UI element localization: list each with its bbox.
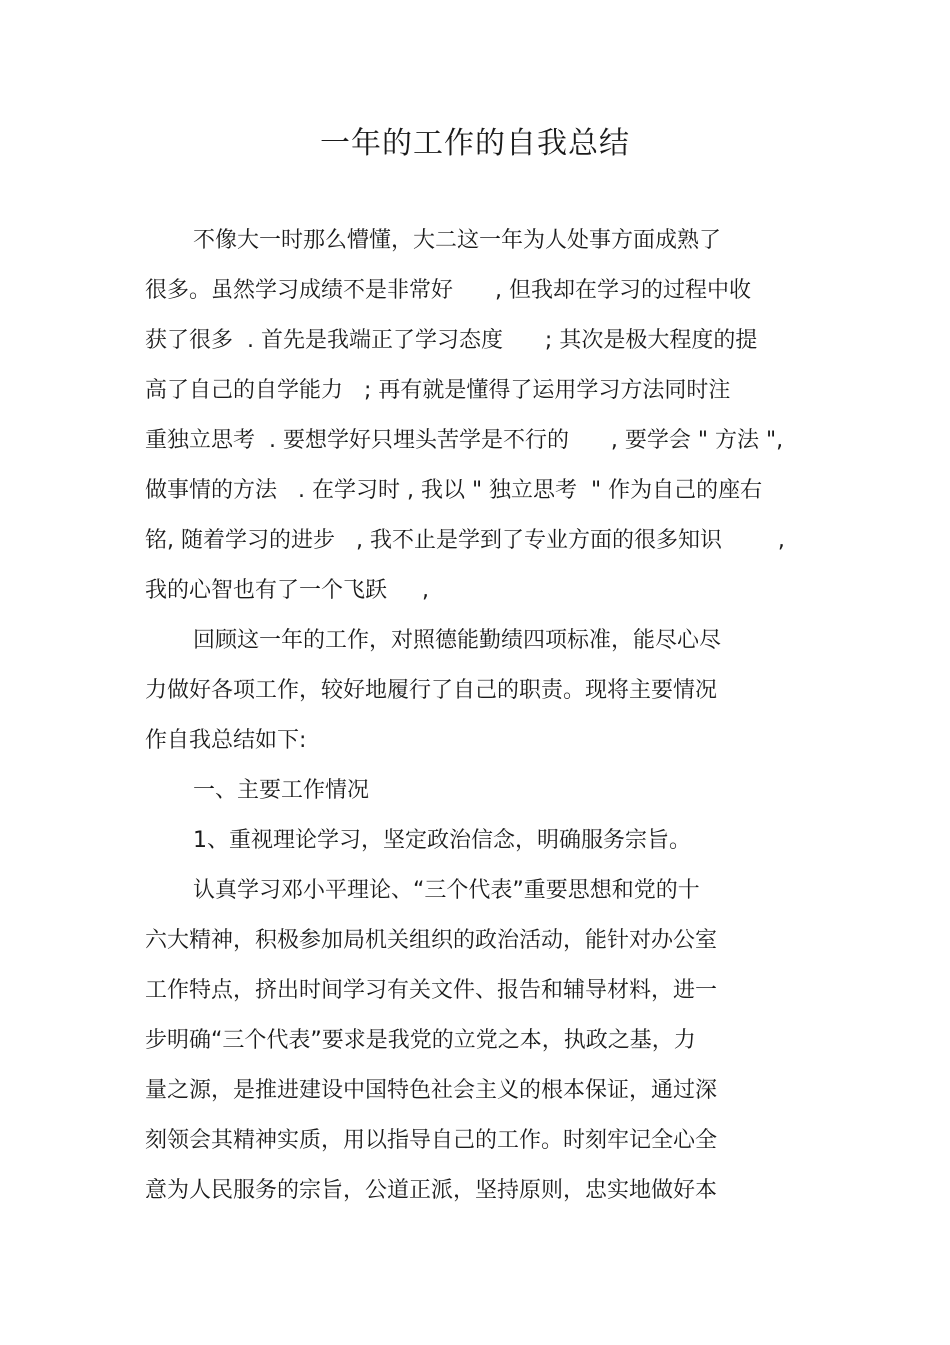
text-line: 作自我总结如下: <box>145 728 307 753</box>
text-line: 力做好各项工作，较好地履行了自己的职责。现将主要情况 <box>145 678 718 703</box>
text-line: 做事情的方法 . 在学习时 , 我以 " 独立思考 " 作为自己的座右 <box>145 478 763 503</box>
text-line: 获了很多 . 首先是我端正了学习态度 ; 其次是极大程度的提 <box>145 328 758 353</box>
section-heading: 一、主要工作情况 <box>193 778 370 803</box>
text-line: 量之源，是推进建设中国特色社会主义的根本保证，通过深 <box>145 1078 718 1103</box>
text-line: 回顾这一年的工作，对照德能勤绩四项标准，能尽心尽 <box>193 628 722 653</box>
subsection-heading: 1、重视理论学习，坚定政治信念，明确服务宗旨。 <box>193 828 691 853</box>
text-line: 铭, 随着学习的进步 , 我不止是学到了专业方面的很多知识 , <box>145 528 785 553</box>
text-line: 认真学习邓小平理论、“三个代表”重要思想和党的十 <box>193 878 700 903</box>
text-line: 工作特点，挤出时间学习有关文件、报告和辅导材料，进一 <box>145 978 718 1003</box>
text-line: 六大精神，积极参加局机关组织的政治活动，能针对办公室 <box>145 928 718 953</box>
document-title: 一年的工作的自我总结 <box>320 126 630 161</box>
text-line: 我的心智也有了一个飞跃 , <box>145 578 429 603</box>
text-line: 高了自己的自学能力 ; 再有就是懂得了运用学习方法同时注 <box>145 378 731 403</box>
text-line: 意为人民服务的宗旨，公道正派，坚持原则，忠实地做好本 <box>145 1178 718 1203</box>
text-line: 很多。虽然学习成绩不是非常好 , 但我却在学习的过程中收 <box>145 278 751 303</box>
text-line: 不像大一时那么懵懂，大二这一年为人处事方面成熟了 <box>193 228 722 253</box>
text-line: 重独立思考 . 要想学好只埋头苦学是不行的 , 要学会 " 方法 ", <box>145 428 784 453</box>
text-line: 步明确“三个代表”要求是我党的立党之本，执政之基，力 <box>145 1028 696 1053</box>
text-line: 刻领会其精神实质，用以指导自己的工作。时刻牢记全心全 <box>145 1128 718 1153</box>
